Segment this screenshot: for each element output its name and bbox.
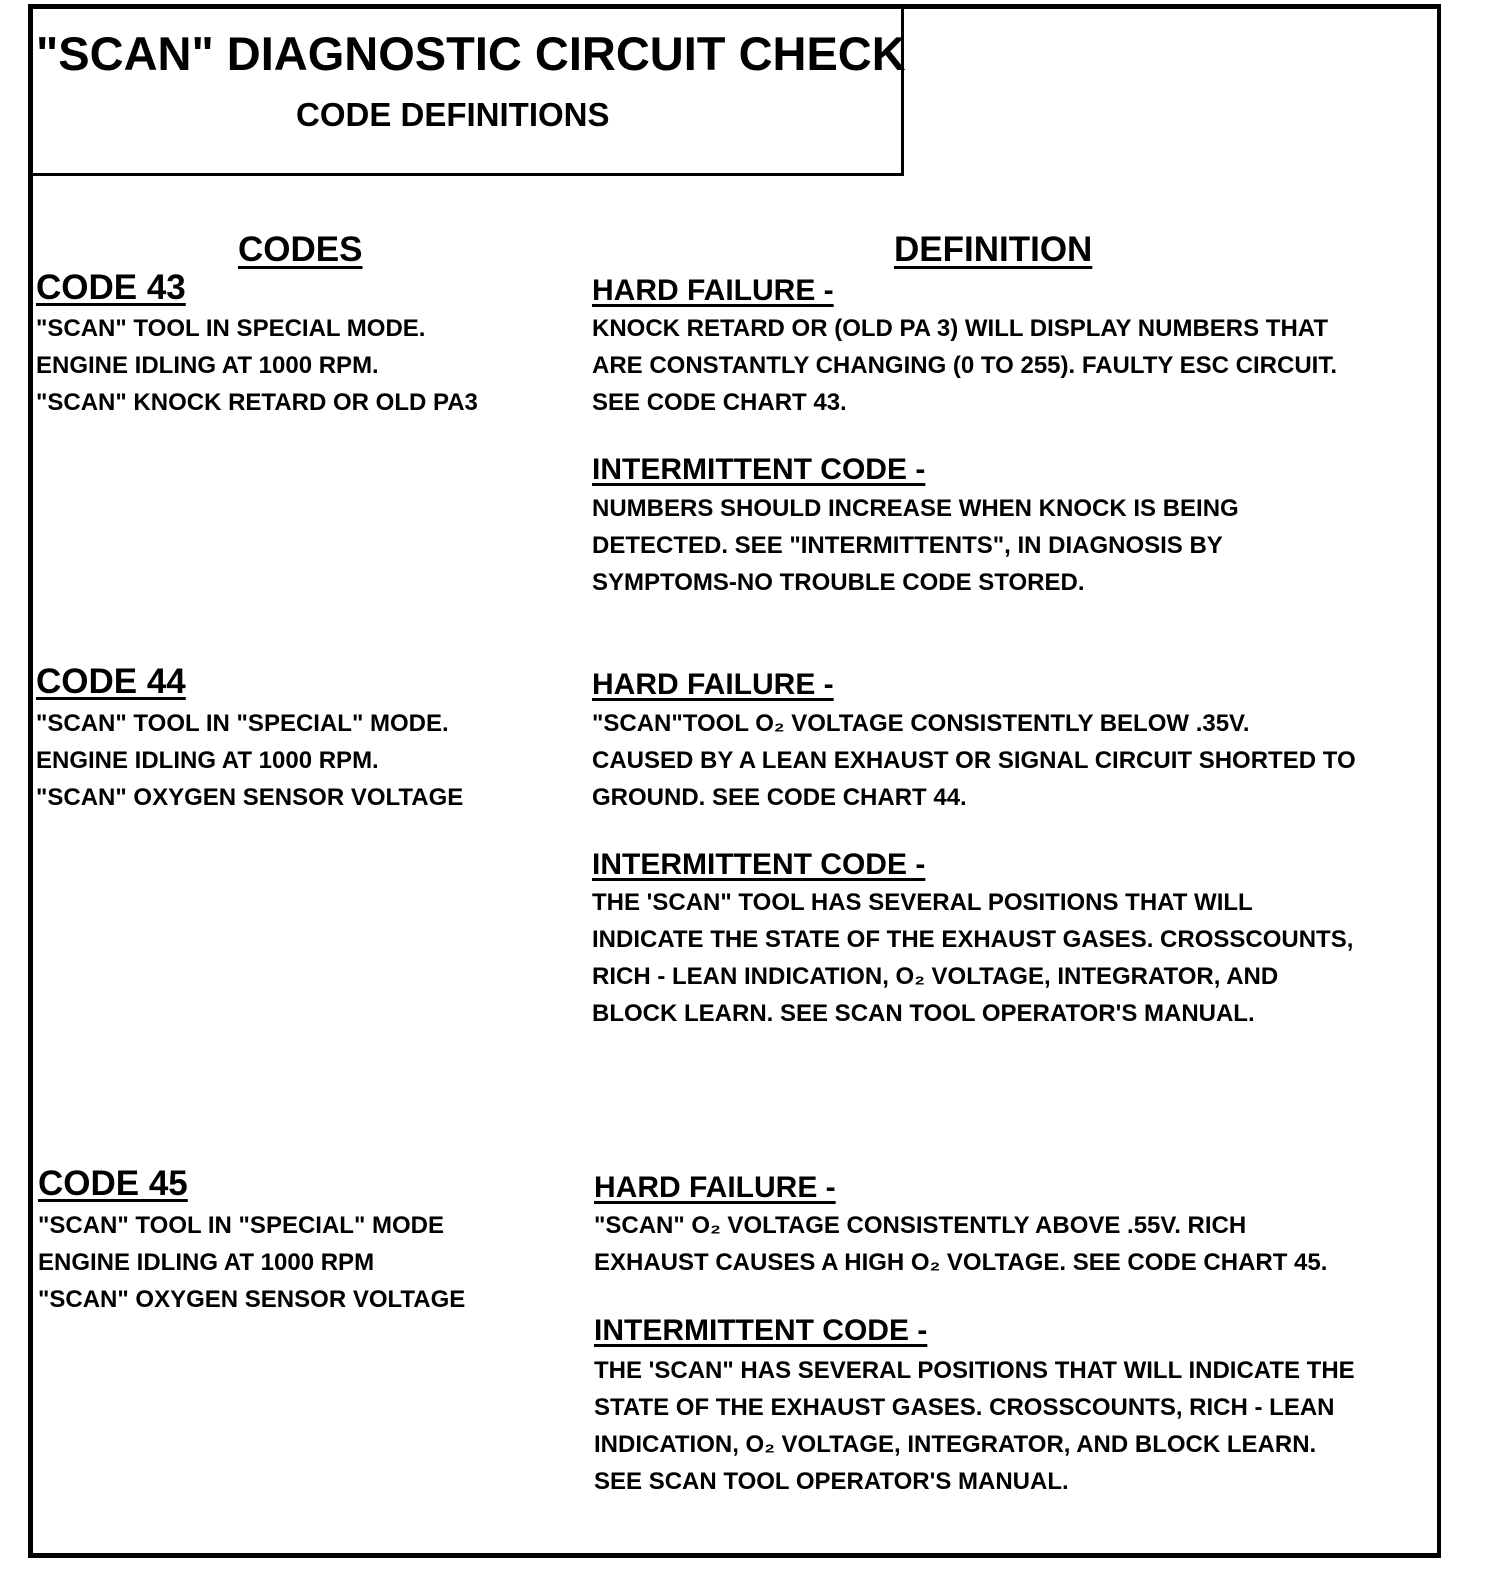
condition-line: "SCAN" TOOL IN "SPECIAL" MODE	[38, 1212, 444, 1239]
definition-line: THE 'SCAN" HAS SEVERAL POSITIONS THAT WILL INDICATE THE	[594, 1357, 1355, 1384]
code-43-intermittent-title: INTERMITTENT CODE -	[592, 453, 926, 486]
code-45-conditions	[38, 1207, 465, 1318]
condition-line: ENGINE IDLING AT 1000 RPM.	[36, 747, 379, 774]
code-43-hard-failure-text	[592, 310, 1337, 421]
condition-line: ENGINE IDLING AT 1000 RPM.	[36, 352, 379, 379]
code-44-intermittent-text	[592, 884, 1353, 1032]
code-45-title: CODE 45	[38, 1164, 188, 1203]
code-44-intermittent-title: INTERMITTENT CODE -	[592, 848, 926, 881]
definition-line: CAUSED BY A LEAN EXHAUST OR SIGNAL CIRCUIT SHORTED TO	[592, 747, 1356, 774]
code-45-intermittent-text	[594, 1352, 1355, 1500]
condition-line: ENGINE IDLING AT 1000 RPM	[38, 1249, 375, 1276]
condition-line: "SCAN" OXYGEN SENSOR VOLTAGE	[36, 784, 464, 811]
code-45-intermittent-title: INTERMITTENT CODE -	[594, 1314, 928, 1347]
code-45-hard-failure-text	[594, 1207, 1327, 1281]
definition-line: RICH - LEAN INDICATION, O₂ VOLTAGE, INTEGRATOR, AND	[592, 963, 1279, 990]
definition-line: INDICATE THE STATE OF THE EXHAUST GASES. CROSSCOUNTS,	[592, 926, 1354, 953]
code-43-hard-failure-title: HARD FAILURE -	[592, 274, 834, 307]
code-43-title: CODE 43	[36, 268, 186, 307]
definition-line: NUMBERS SHOULD INCREASE WHEN KNOCK IS BEING	[592, 495, 1239, 522]
definition-line: GROUND. SEE CODE CHART 44.	[592, 784, 967, 811]
definition-line: SYMPTOMS-NO TROUBLE CODE STORED.	[592, 569, 1085, 596]
condition-line: "SCAN" KNOCK RETARD OR OLD PA3	[36, 389, 478, 416]
definition-line: STATE OF THE EXHAUST GASES. CROSSCOUNTS, RICH - LEAN	[594, 1394, 1335, 1421]
definition-header: DEFINITION	[894, 230, 1093, 269]
definition-line: BLOCK LEARN. SEE SCAN TOOL OPERATOR'S MANUAL.	[592, 1000, 1255, 1027]
condition-line: "SCAN" TOOL IN "SPECIAL" MODE.	[36, 710, 449, 737]
condition-line: "SCAN" TOOL IN SPECIAL MODE.	[36, 315, 426, 342]
code-44-hard-failure-title: HARD FAILURE -	[592, 668, 834, 701]
definition-line: EXHAUST CAUSES A HIGH O₂ VOLTAGE. SEE CODE CHART 45.	[594, 1249, 1328, 1276]
definition-line: SEE SCAN TOOL OPERATOR'S MANUAL.	[594, 1468, 1069, 1495]
code-43-conditions	[36, 310, 478, 421]
definition-line: ARE CONSTANTLY CHANGING (0 TO 255). FAULTY ESC CIRCUIT.	[592, 352, 1337, 379]
definition-line: "SCAN" O₂ VOLTAGE CONSISTENTLY ABOVE .55V. RICH	[594, 1212, 1247, 1239]
code-45-hard-failure-title: HARD FAILURE -	[594, 1171, 836, 1204]
code-43-intermittent-text	[592, 490, 1239, 601]
definition-line: KNOCK RETARD OR (OLD PA 3) WILL DISPLAY NUMBERS THAT	[592, 315, 1329, 342]
code-44-hard-failure-text	[592, 705, 1356, 816]
condition-line: "SCAN" OXYGEN SENSOR VOLTAGE	[38, 1286, 466, 1313]
definition-line: THE 'SCAN" TOOL HAS SEVERAL POSITIONS THAT WILL	[592, 889, 1253, 916]
definition-line: SEE CODE CHART 43.	[592, 389, 847, 416]
definition-line: DETECTED. SEE "INTERMITTENTS", IN DIAGNOSIS BY	[592, 532, 1223, 559]
definition-line: INDICATION, O₂ VOLTAGE, INTEGRATOR, AND BLOCK LEARN.	[594, 1431, 1317, 1458]
code-44-title: CODE 44	[36, 662, 186, 701]
code-44-conditions	[36, 705, 463, 816]
definition-line: "SCAN"TOOL O₂ VOLTAGE CONSISTENTLY BELOW .35V.	[592, 710, 1250, 737]
codes-header: CODES	[238, 230, 363, 269]
page-title: "SCAN" DIAGNOSTIC CIRCUIT CHECK	[36, 27, 906, 80]
page-subtitle: CODE DEFINITIONS	[296, 96, 610, 133]
